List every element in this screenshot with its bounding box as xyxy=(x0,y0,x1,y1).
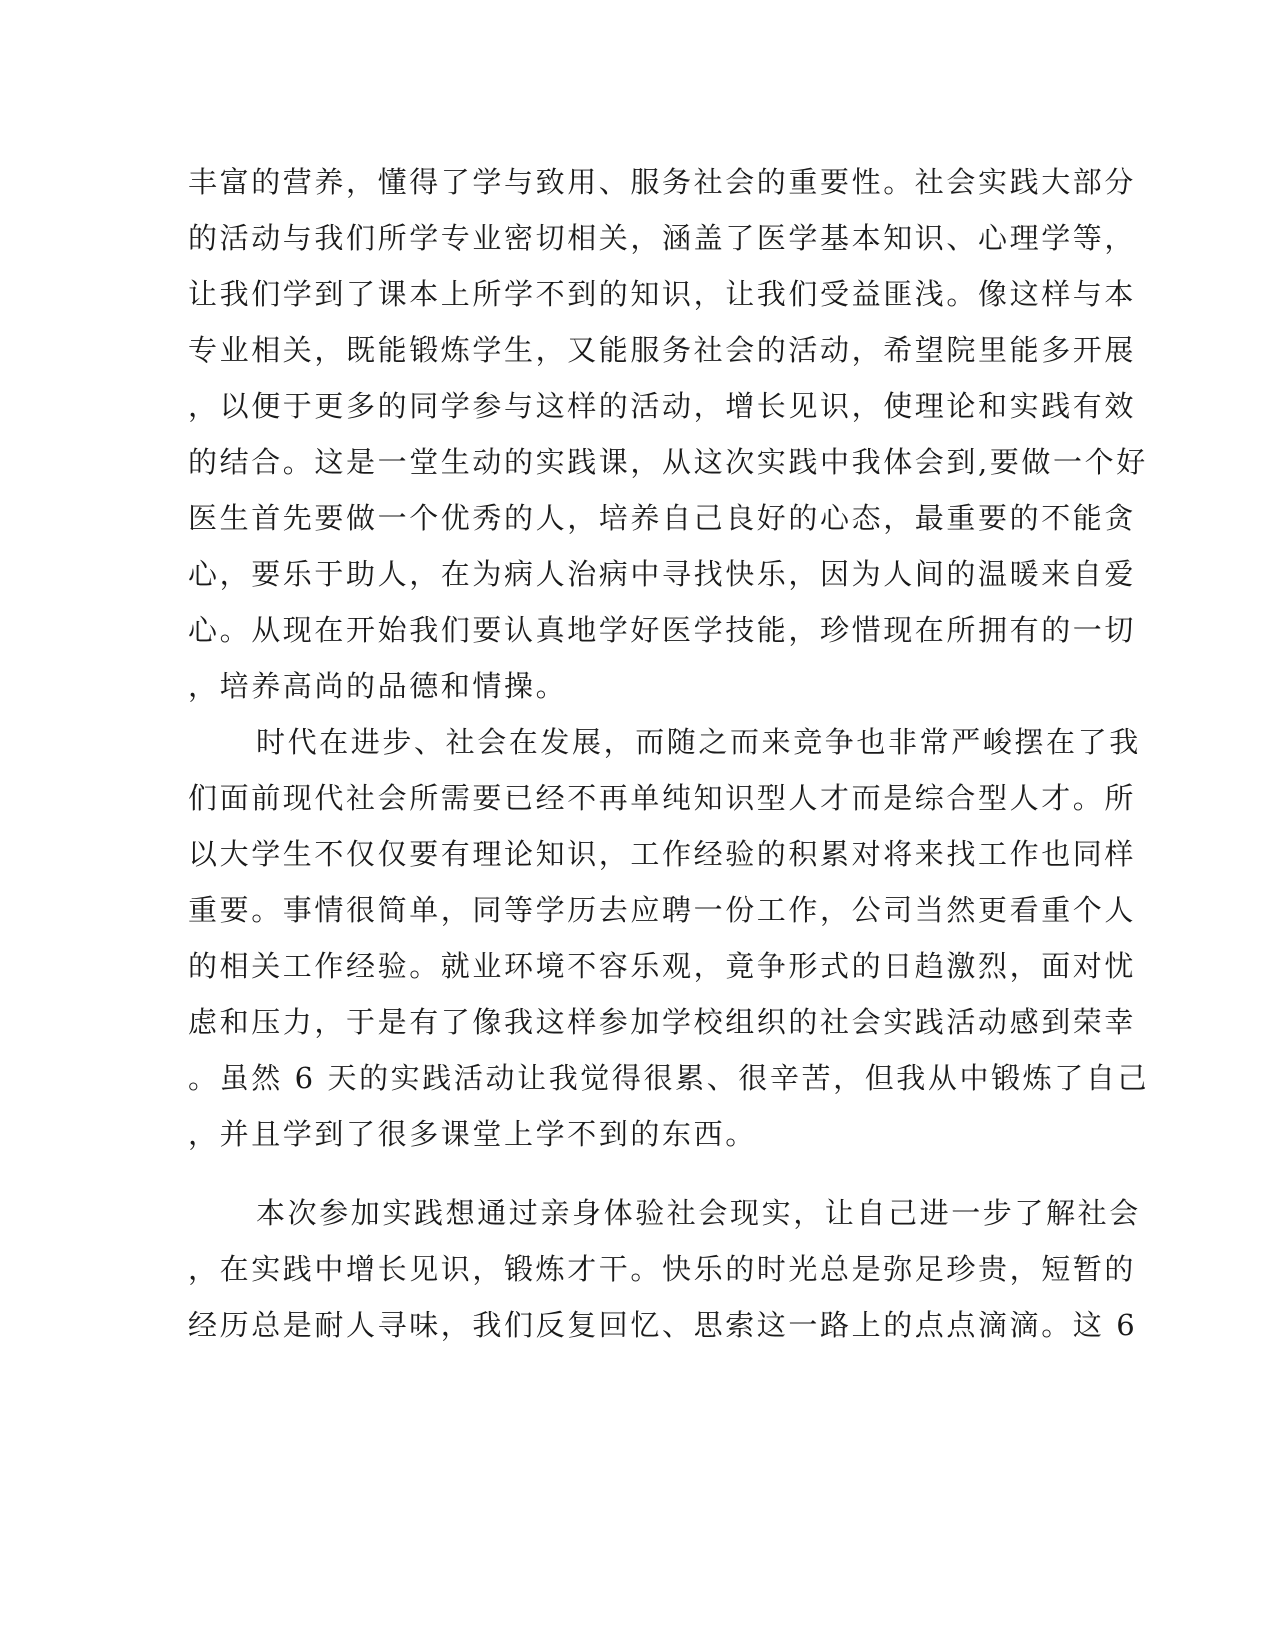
text-line: 心。从现在开始我们要认真地学好医学技能，珍惜现在所拥有的一切 xyxy=(188,613,1137,647)
text-line: 的活动与我们所学专业密切相关，涵盖了医学基本知识、心理学等， xyxy=(188,221,1137,255)
text-line: 心，要乐于助人，在为病人治病中寻找快乐，因为人间的温暖来自爱 xyxy=(188,557,1137,591)
text-line: 专业相关，既能锻炼学生，又能服务社会的活动，希望院里能多开展 xyxy=(188,333,1137,367)
text-line: 医生首先要做一个优秀的人，培养自己良好的心态，最重要的不能贪 xyxy=(188,501,1137,535)
text-line: 。虽然 6 天的实践活动让我觉得很累、很辛苦，但我从中锻炼了自己 xyxy=(188,1061,1150,1095)
paragraph-first-line: 本次参加实践想通过亲身体验社会现实，让自己进一步了解社会 xyxy=(256,1196,1141,1230)
text-line: 的结合。这是一堂生动的实践课，从这次实践中我体会到,要做一个好 xyxy=(188,445,1148,479)
text-line: ，在实践中增长见识，锻炼才干。快乐的时光总是弥足珍贵，短暂的 xyxy=(188,1252,1137,1286)
text-line: 虑和压力，于是有了像我这样参加学校组织的社会实践活动感到荣幸 xyxy=(188,1005,1137,1039)
text-line: 的相关工作经验。就业环境不容乐观，竟争形式的日趋激烈，面对忧 xyxy=(188,949,1137,983)
text-line: 以大学生不仅仅要有理论知识，工作经验的积累对将来找工作也同样 xyxy=(188,837,1137,871)
text-line: 重要。事情很简单，同等学历去应聘一份工作，公司当然更看重个人 xyxy=(188,893,1137,927)
text-line: 丰富的营养，懂得了学与致用、服务社会的重要性。社会实践大部分 xyxy=(188,165,1137,199)
text-line: ，以便于更多的同学参与这样的活动，增长见识，使理论和实践有效 xyxy=(188,389,1137,423)
text-line: 经历总是耐人寻味，我们反复回忆、思索这一路上的点点滴滴。这 6 xyxy=(188,1308,1138,1342)
text-line: ，培养高尚的品德和情操。 xyxy=(188,669,568,703)
text-line: 让我们学到了课本上所学不到的知识，让我们受益匪浅。像这样与本 xyxy=(188,277,1137,311)
paragraph-first-line: 时代在进步、社会在发展，而随之而来竞争也非常严峻摆在了我 xyxy=(256,725,1141,759)
text-line: ，并且学到了很多课堂上学不到的东西。 xyxy=(188,1117,757,1151)
text-line: 们面前现代社会所需要已经不再单纯知识型人才而是综合型人才。所 xyxy=(188,781,1137,815)
